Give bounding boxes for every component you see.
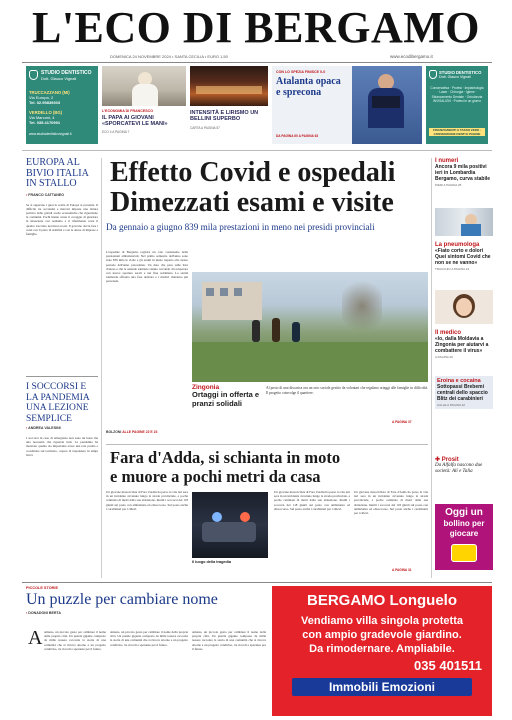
zingonia-photo[interactable] <box>192 272 428 382</box>
ad-bottom-line1: Vendiamo villa singola protetta <box>301 615 463 627</box>
ad-left-phone2: Tel. 035.4170991 <box>29 120 61 125</box>
promo-line1: Oggi un <box>445 507 483 518</box>
ad-bottom[interactable] <box>272 586 492 716</box>
tooth-icon <box>429 70 437 79</box>
left-col-rule <box>101 158 102 578</box>
bottom-headline: Un puzzle per cambiare nome <box>26 591 218 608</box>
editorial-author <box>26 426 61 430</box>
numbers-page: PIERI A PAGINA 25 <box>435 183 462 187</box>
ad-left-doctor: Dott. Glauco Vignali <box>41 76 77 81</box>
lead-author-line <box>106 430 157 434</box>
top-band-rule <box>22 150 492 151</box>
zingonia-kicker: Zingonia <box>192 384 220 391</box>
masthead-title: L'ECO DI BERGAMO <box>31 3 481 52</box>
teaser-bellini-photo <box>190 66 268 106</box>
author-bullet-icon: ▪ <box>26 426 29 430</box>
lead-body: L'ospedale di Bergamo registra un calo consistente delle prestazioni ambulatoriali. Nel primo semestre dell'anno sono state 839 mila le visite e gli esami in meno rispetto allo stesso periodo dell'anno precedente. Un dato che pesa sulle liste d'attesa e che le aziende sanitarie stanno cercando di recuperare con nuove aperture serali e nei fine settimana. La sanità lombarda affronta una fase delicata e i medici chiedono più personale. <box>106 250 188 284</box>
drugs-title: Sottopassi Brebemi centrali dello spaccio Blitz dei carabinieri <box>437 384 488 402</box>
teaser-pope-page: ECO 4 A PAGINA 7 <box>102 130 130 134</box>
ad-bottom-title: BERGAMO Longuelo <box>307 592 457 609</box>
lead-headline-1: Effetto Covid e ospedali <box>110 157 396 188</box>
europe-body: Se si superano i guai la scelta di Europa si presenta. Il difficile tra sovranità e mercati impone una lettura politica delle grandi scelte economiche che riguardano la comunità. Pochi hanno avuto il coraggio di guardare la situazione con realismo e il riferimento resta il quadro tracciato nei mesi scorsi. Il governo dovrà fare i conti con il patto di stabilità e con le attese di imprese e famiglie. <box>26 202 98 236</box>
author-bullet-icon: ▪ <box>26 192 29 197</box>
right-col-rule <box>431 158 432 578</box>
pneumologist-page: TRACCHIO A PAGINA 24 <box>435 267 470 271</box>
author-bullet-icon: ▪ <box>26 611 29 615</box>
right-column <box>435 158 493 578</box>
prosit-text: Da Alfalfa nascono due società: Ali e Talia <box>435 463 483 474</box>
zingonia-title: Ortaggi in offerta e pranzi solidali <box>192 390 260 408</box>
promo-ticket-icon <box>451 544 477 562</box>
masthead-rule <box>22 62 492 63</box>
prosit-icon: ✚ <box>435 457 442 463</box>
lead-subhead: Da gennaio a giugno 839 mila prestazioni in meno nei presidi provinciali <box>106 222 375 232</box>
masthead <box>0 0 512 64</box>
pneumologist-item[interactable] <box>435 242 493 271</box>
bottom-rule <box>22 582 492 583</box>
teaser-pope[interactable] <box>102 66 186 144</box>
europe-author-name: FRANCO CATTANEO <box>28 192 65 197</box>
teaser-atalanta-page: DA PAGINA 60 A PAGINA 63 <box>276 134 319 138</box>
lead-page-ref[interactable]: ALLE PAGINE 22 E 23 <box>122 430 158 434</box>
lead-author: BOLZONI <box>106 430 122 434</box>
promo-line3: giocare <box>449 529 479 538</box>
numbers-kicker: I numeri <box>435 158 459 164</box>
zingonia-caption-box[interactable] <box>192 384 262 428</box>
tooth-icon <box>29 70 38 80</box>
doctor-item[interactable] <box>435 330 493 359</box>
ad-bottom-agency: Immobili Emozioni <box>292 678 472 696</box>
teaser-pope-photo <box>102 66 186 106</box>
ad-bottom-phone: 035 401511 <box>414 658 482 673</box>
ad-right-services: Conservativa · Protesi · Implantologia · Laser · Chirurgia · Igiene · Sbiancamento Dentale · Ortodonzia INVISALIGN · Protesi in un giorno <box>430 86 484 103</box>
editorial-headline[interactable]: I SOCCORSI E LA PANDEMIA UNA LEZIONE SEMPLICE <box>26 382 90 424</box>
mid-rule <box>106 444 428 445</box>
crash-caption: Il luogo della tragedia <box>192 560 232 564</box>
bottom-author-line <box>26 611 266 615</box>
bottom-body-3: Ameno, un piccolo gesto per cambiare il nome della propria città. Un puzzle gigante composto da mille tessere racconta la storia di una comunità che si ritrova attorno a un progetto condiviso, tra ricordi e speranze per il futuro. <box>192 630 266 651</box>
zingonia-caption: Al posto di una discarica ora un orto sociale gestito da volontari che regalano ortaggi alle famiglie in difficoltà. Il progetto coinvolge il quartiere. <box>266 386 428 395</box>
second-page-ref[interactable]: A PAGINA 31 <box>392 568 412 572</box>
ad-left[interactable] <box>26 66 98 144</box>
bottom-kicker: PICCOLE STORIE <box>26 586 58 590</box>
ad-left-addr2: Via Marconi, 4 <box>29 115 55 120</box>
doctor-page: A PAGINA 26 <box>435 355 453 359</box>
promo-line2: bollino per <box>443 519 485 528</box>
ad-bottom-line3: Da rimodernare. Ampliabile. <box>309 643 455 655</box>
editorial-body: I soccorsi in caso di emergenza non sono un lusso ma una necessità che riguarda tutti. La pandemia ha mostrato quanto sia importante avere una rete pronta e coordinata sul territorio, capace di rispondere in tempi brevi. <box>26 436 98 457</box>
teaser-pope-label: L'ECONOMIA DI FRANCESCO <box>102 109 154 113</box>
ad-left-phone1: Tel. 02.95839303 <box>29 100 61 105</box>
bottom-body-1: Ameno, un piccolo gesto per cambiare il nome della propria città. Un puzzle gigante composto da mille tessere racconta la storia di una comunità che si ritrova attorno a un progetto condiviso, tra ricordi e speranze per il futuro. <box>44 630 106 651</box>
drop-cap: A <box>28 627 43 649</box>
ad-left-web: www.studiodentisticovignali.it <box>29 132 72 136</box>
pneumologist-title: «Fiato corto e dolori Quei sintomi Covid che non se ne vanno» <box>435 248 491 266</box>
numbers-title: Ancora 9 mila positivi ieri in Lombardia Bergamo, curva stabile <box>435 164 491 182</box>
drugs-kicker: Eroina e cocaina <box>437 378 481 384</box>
second-headline-1: Fara d'Adda, si schianta in moto <box>110 448 341 467</box>
teaser-pope-text: IL PAPA AI GIOVANI «SPORCATEVI LE MANI» <box>102 115 168 128</box>
ad-left-brand: STUDIO DENTISTICO <box>41 70 92 76</box>
bottom-body-2: Ameno, un piccolo gesto per cambiare il nome della propria città. Un puzzle gigante composto da mille tessere racconta la storia di una comunità che si ritrova attorno a un progetto condiviso, tra ricordi e speranze per il futuro. <box>110 630 188 647</box>
ad-right-brand: STUDIO DENTISTICO <box>439 70 482 75</box>
doctor-title: «Io, dalla Moldavia a Zingonia per aiutarvi a combattere il virus» <box>435 336 489 354</box>
second-headline-2: e muore a pochi metri da casa <box>110 467 321 486</box>
pneumologist-photo <box>435 290 493 324</box>
teaser-atalanta[interactable] <box>272 66 422 144</box>
europe-author <box>26 193 98 197</box>
numbers-photo <box>435 208 493 236</box>
teaser-atalanta-title: Atalanta opaca e sprecona <box>276 76 341 98</box>
europe-headline[interactable]: EUROPA AL BIVIO ITALIA IN STALLO <box>26 157 89 189</box>
second-body-1: Un giovane motociclista di Fara d'Adda ha perso la vita ieri sera in un incidente avvenuto lungo la strada provinciale, a poche centinaia di metri dalla sua abitazione. Inutili i soccorsi del 118 giunti sul posto con ambulanza ed elisoccorso. Sul posto anche i carabinieri per i rilievi. <box>106 490 188 511</box>
drugs-page: CALLE A PAGINA 42 <box>437 403 465 407</box>
sidebar-left <box>26 158 98 578</box>
ad-left-loc2: VERDELLO (BG) <box>29 110 63 115</box>
teaser-atalanta-photo <box>352 66 422 144</box>
crash-photo[interactable] <box>192 492 268 558</box>
drugs-item[interactable] <box>435 376 493 409</box>
second-body-2: Un giovane motociclista di Fara d'Adda ha perso la vita ieri sera in un incidente avvenuto lungo la strada provinciale, a poche centinaia di metri dalla sua abitazione. Inutili i soccorsi del 118 giunti sul posto con ambulanza ed elisoccorso. Sul posto anche i carabinieri per i rilievi. <box>274 490 350 511</box>
teaser-bellini-page: CARTA A PAGINA 57 <box>190 126 220 130</box>
ad-left-loc1: TRUCCAZZANO (MI) <box>29 90 70 95</box>
ad-bottom-line2: con ampio gradevole giardino. <box>302 629 462 641</box>
numbers-item[interactable] <box>435 158 493 187</box>
website[interactable]: www.ecodibergamo.it <box>390 54 433 59</box>
ad-right[interactable] <box>426 66 488 144</box>
teaser-atalanta-label: CON LO SPEZIA FINISCE 0-0 <box>276 70 326 74</box>
editorial-author-name: ANDREA VALESINI <box>28 426 61 430</box>
prosit-item[interactable] <box>435 456 493 475</box>
teaser-atalanta-text <box>276 100 346 128</box>
prosit-kicker <box>435 456 493 463</box>
prosit-kicker-text: Prosit <box>441 457 459 463</box>
second-body-3: Un giovane motociclista di Fara d'Adda ha perso la vita ieri sera in un incidente avvenuto lungo la strada provinciale, a poche centinaia di metri dalla sua abitazione. Inutili i soccorsi del 118 giunti sul posto con ambulanza ed elisoccorso. Sul posto anche i carabinieri per i rilievi. <box>354 490 428 516</box>
dateline: DOMENICA 24 NOVEMBRE 2024 • SANTA CECILIA • EURO 1,50 <box>110 54 228 59</box>
doctor-kicker: Il medico <box>435 330 462 336</box>
sidebar-divider <box>26 376 98 377</box>
teaser-bellini-text: INTENSITÀ E LIRISMO UN BELLINI SUPERBO <box>190 110 259 123</box>
bottom-author: DONADONI BERTA <box>28 611 61 615</box>
ad-right-finance: FINANZIAMENTI A TASSO ZERO · CONVENZIONE DENTI E PAGINE <box>429 128 485 136</box>
promo-box[interactable] <box>435 504 493 570</box>
pneumologist-kicker: La pneumologa <box>435 242 480 248</box>
lead-headline-2: Dimezzati esami e visite <box>110 187 394 218</box>
zingonia-page[interactable]: A PAGINA 37 <box>392 420 412 424</box>
ad-left-addr1: Via Europa, 2 <box>29 95 54 100</box>
teaser-bellini[interactable] <box>190 66 268 144</box>
ad-right-doctor: Dott. Glauco Vignali <box>439 75 471 79</box>
